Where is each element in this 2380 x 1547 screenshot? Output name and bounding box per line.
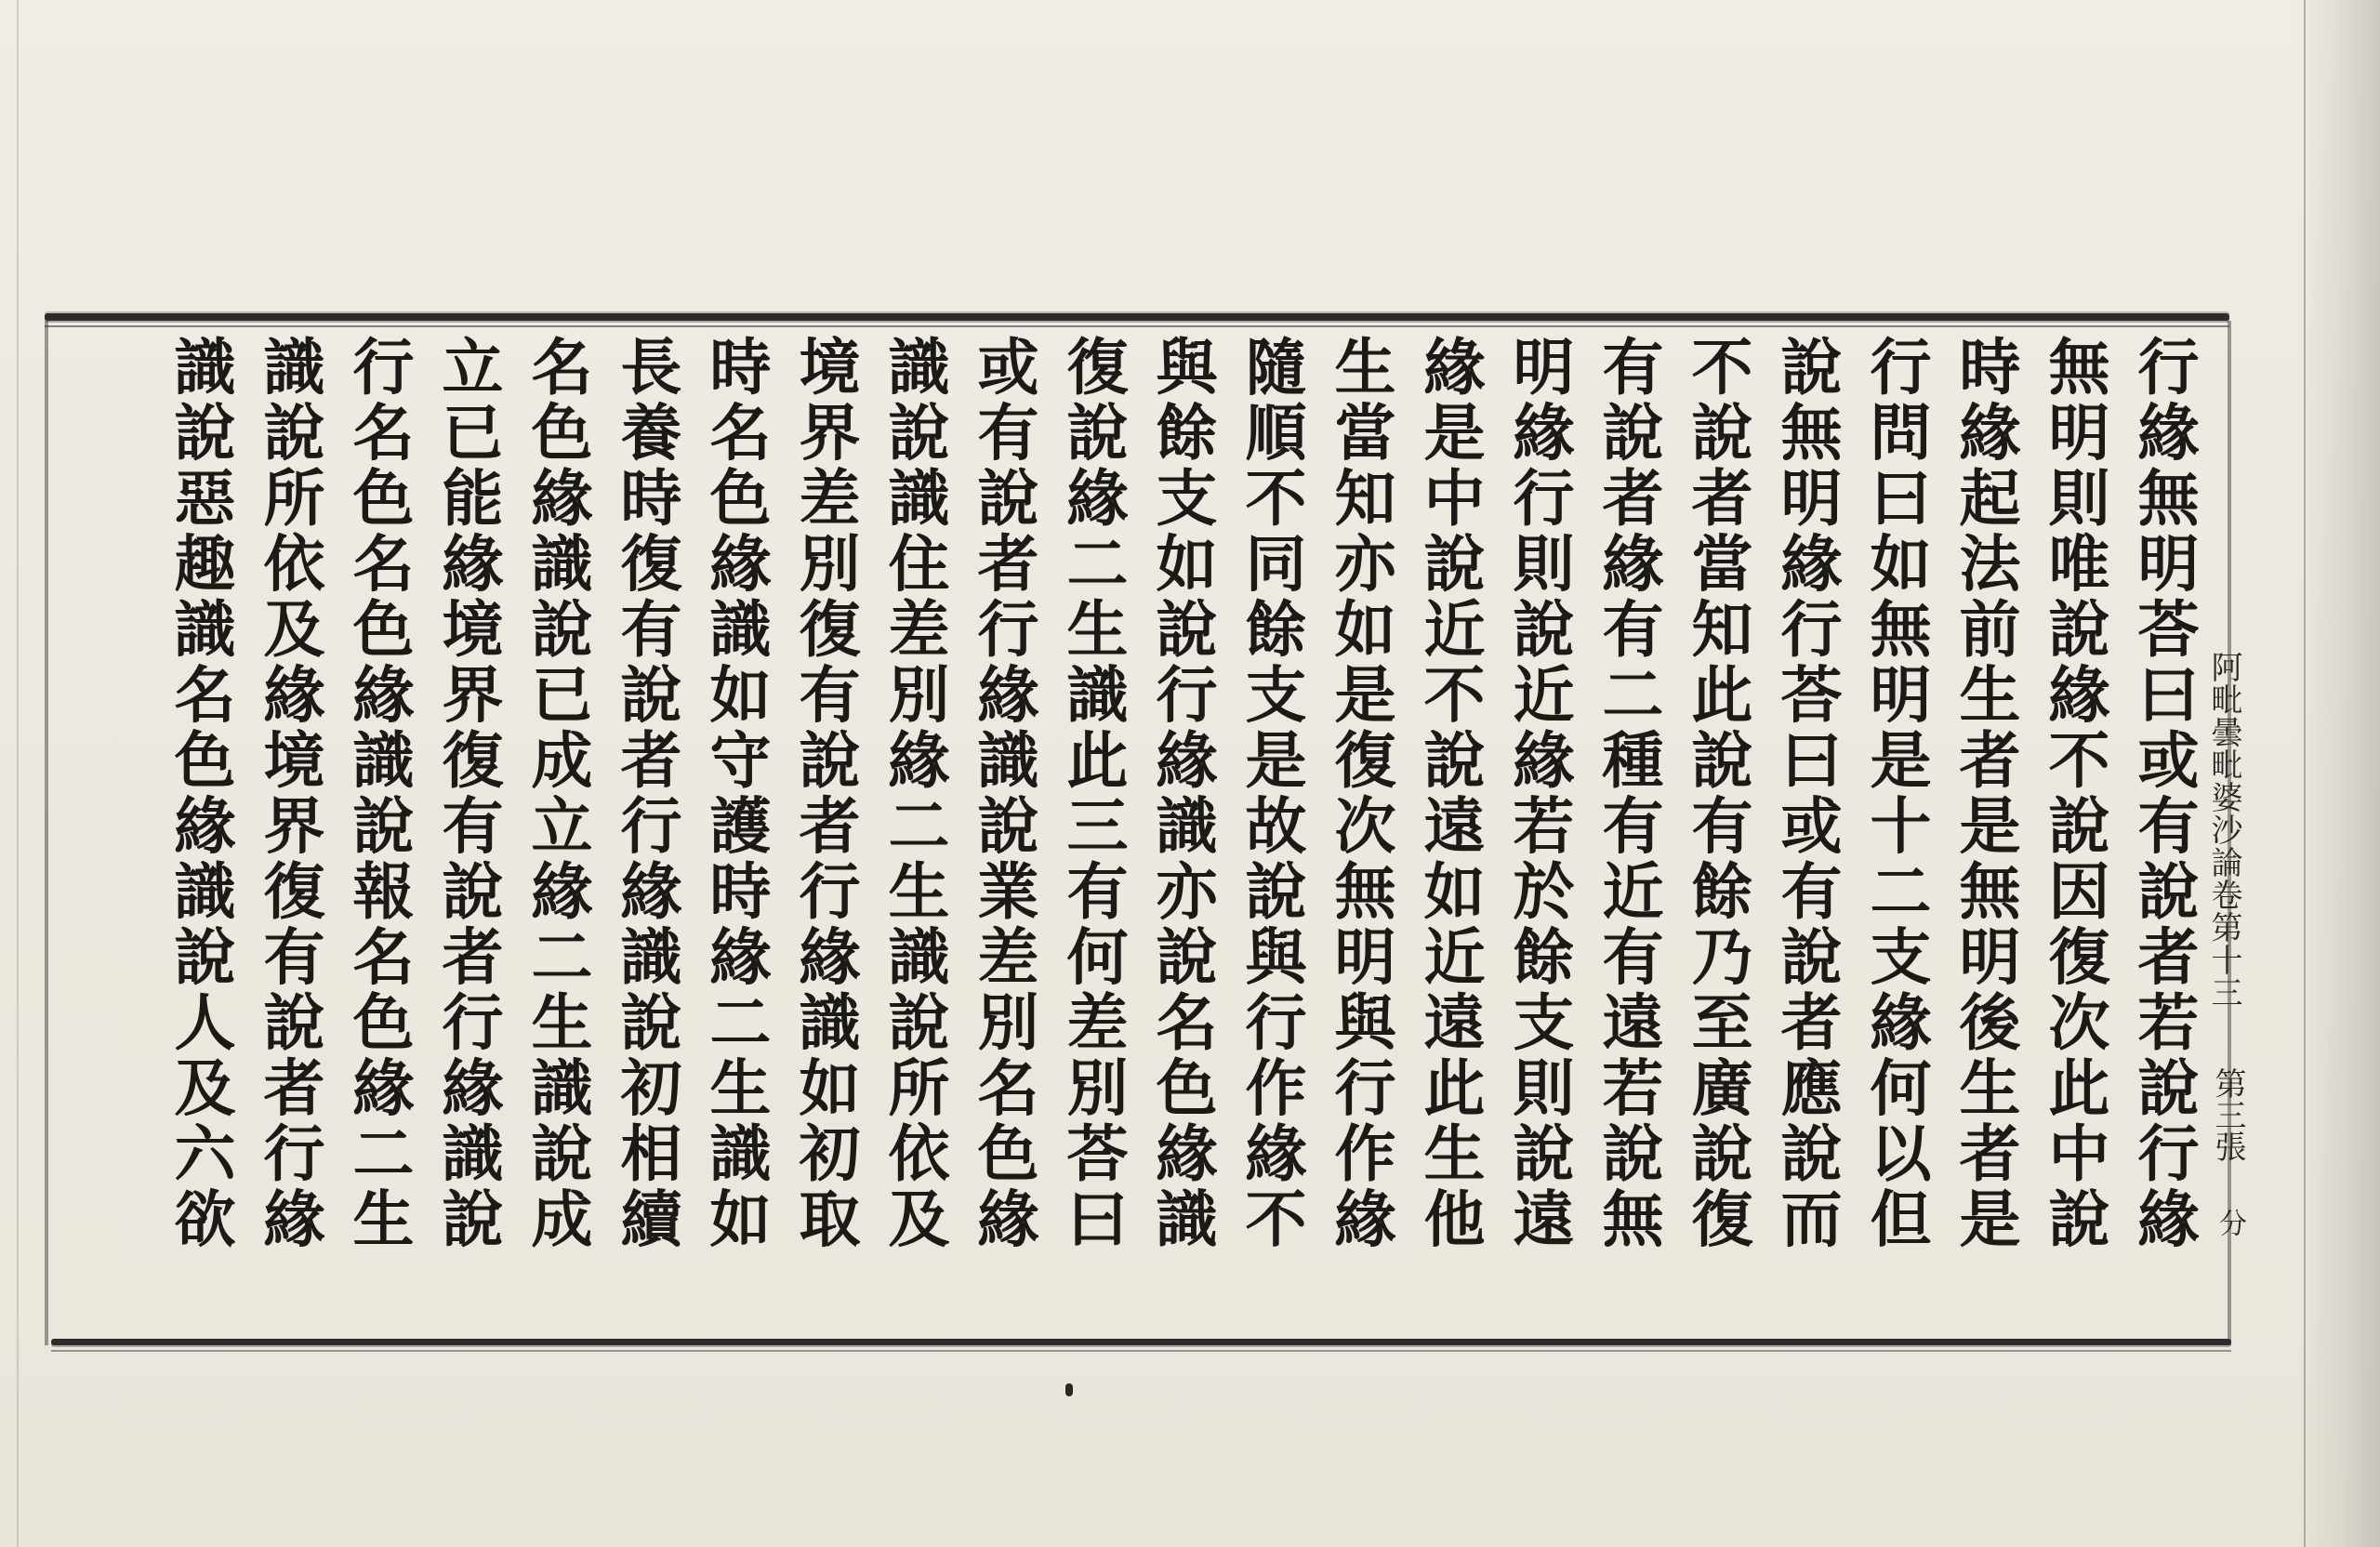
text-column: 明緣行則說近緣若於餘支則說遠 [1502, 335, 1575, 1252]
main-text-block [88, 335, 2208, 1334]
margin-note: 分 [2214, 1209, 2246, 1236]
text-column: 與餘支如說行緣識亦說名色緣識 [1145, 335, 1218, 1252]
text-column: 或有說者行緣識說業差別名色緣 [967, 335, 1039, 1252]
text-column: 行問曰如無明是十二支緣何以但 [1859, 335, 1932, 1252]
text-column: 生當知亦如是復次無明與行作緣 [1324, 335, 1396, 1252]
text-column: 行名色名色緣識說報名色緣二生 [342, 335, 415, 1252]
text-column: 識說識住差別緣二生識說所依及 [878, 335, 950, 1252]
text-column: 識說惡趣識名色緣識說人及六欲 [164, 335, 236, 1252]
text-column: 境界差別復有說者行緣識如初取 [788, 335, 861, 1252]
ink-speck [1065, 1383, 1073, 1396]
page-fold-shadow [2296, 0, 2380, 1547]
text-column: 時名色緣識如守護時緣二生識如 [699, 335, 772, 1252]
text-column: 識說所依及緣境界復有說者行緣 [253, 335, 325, 1252]
text-column: 時緣起法前生者是無明後生者是 [1949, 335, 2021, 1252]
frame-left-border [45, 321, 48, 1345]
text-column: 復說緣二生識此三有何差別荅曰 [1056, 335, 1129, 1252]
page-left-edge [17, 0, 19, 1547]
frame-bottom-border [51, 1339, 2231, 1345]
text-column: 長養時復有說者行緣識說初相續 [610, 335, 682, 1252]
text-column: 無明則唯說緣不說因復次此中說 [2038, 335, 2110, 1252]
text-column: 名色緣識說已成立緣二生識說成 [521, 335, 593, 1252]
text-column: 緣是中說近不說遠如近遠此生他 [1413, 335, 1486, 1252]
text-column: 說無明緣行荅曰或有說者應說而 [1770, 335, 1843, 1252]
frame-top-inner-border [45, 325, 2229, 327]
text-column: 不說者當知此說有餘乃至廣說復 [1681, 335, 1753, 1252]
page-fold-line [2304, 0, 2306, 1547]
frame-bottom-inner-border [51, 1350, 2231, 1352]
text-column: 立已能緣境界復有說者行緣識說 [431, 335, 504, 1252]
text-column: 隨順不同餘支是故說與行作緣不 [1235, 335, 1307, 1252]
text-column: 有說者緣有二種有近有遠若說無 [1592, 335, 1664, 1252]
margin-leaf-number: 第三張 [2209, 1067, 2246, 1162]
frame-top-border [45, 313, 2229, 321]
text-column: 行緣無明荅曰或有說者若說行緣 [2127, 335, 2200, 1252]
margin-book-title: 阿毗曇毗婆沙論卷第十三 [2205, 651, 2242, 1009]
